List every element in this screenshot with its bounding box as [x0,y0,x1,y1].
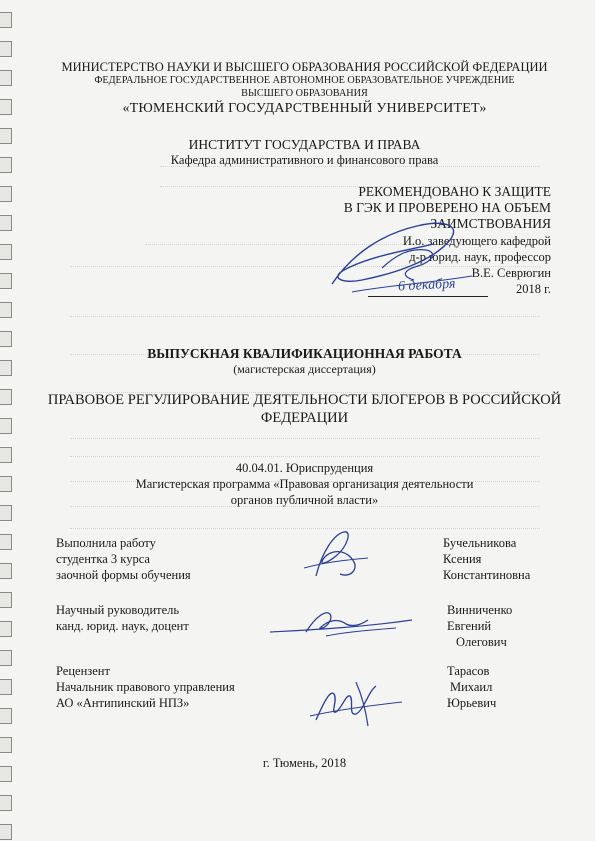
binding-tab [0,12,12,28]
program-line-2: органов публичной власти» [230,493,379,507]
binding-tab [0,99,12,115]
binding-tab [0,186,12,202]
approver-signature [322,214,482,298]
binding-tab [0,824,12,840]
work-type: ВЫПУСКНАЯ КВАЛИФИКАЦИОННАЯ РАБОТА [147,346,462,361]
binding-tab [0,157,12,173]
university-name: «ТЮМЕНСКИЙ ГОСУДАРСТВЕННЫЙ УНИВЕРСИТЕТ» [122,101,487,116]
handwritten-date: 6 декабря [397,276,456,295]
binding-tab [0,70,12,86]
binding-tab [0,737,12,753]
supervisor-patronymic: Олегович [456,635,507,649]
approval-line-3: ЗАИМСТВОВАНИЯ [430,216,551,231]
binding-tab [0,679,12,695]
binding-tab [0,128,12,144]
binding-tab [0,418,12,434]
approver-position: И.о. заведующего кафедрой [402,234,551,248]
binding-tab [0,592,12,608]
institution-type: ФЕДЕРАЛЬНОЕ ГОСУДАРСТВЕННОЕ АВТОНОМНОЕ ОБРАЗОВАТЕЛЬНОЕ УЧРЕЖДЕНИЕ [94,75,515,86]
approval-line-1: РЕКОМЕНДОВАНО К ЗАЩИТЕ [358,184,551,199]
binding-tab [0,621,12,637]
work-title-line-2: ФЕДЕРАЦИИ [260,410,349,426]
department-name: Кафедра административного и финансового права [170,153,439,167]
binding-tab [0,505,12,521]
binding-tab [0,41,12,57]
binding-tab [0,534,12,550]
reviewer-signature [306,672,406,732]
author-signature [296,522,376,586]
reviewer-position: Начальник правового управления [56,680,235,694]
reviewer-role: Рецензент [56,664,110,678]
binding-tab [0,273,12,289]
binding-tab [0,708,12,724]
supervisor-role: Научный руководитель [56,603,180,617]
binding-edge [0,0,14,841]
city-year: г. Тюмень, 2018 [262,756,347,770]
binding-tab [0,244,12,260]
supervisor-degree: канд. юрид. наук, доцент [56,619,189,633]
specialty-code: 40.04.01. Юриспруденция [235,461,374,475]
approver-degree: д-р юрид. наук, профессор [409,250,551,264]
institution-type-cont: ВЫСШЕГО ОБРАЗОВАНИЯ [241,88,368,99]
author-surname: Бучельникова [443,536,517,550]
binding-tab [0,389,12,405]
reviewer-first-name: Михаил [450,680,493,694]
binding-tab [0,563,12,579]
binding-tab [0,331,12,347]
program-line-1: Магистерская программа «Правовая организация деятельности [135,477,474,491]
reviewer-patronymic: Юрьевич [447,696,497,710]
approver-name: В.Е. Севрюгин [471,266,551,280]
supervisor-first-name: Евгений [447,619,492,633]
ministry-name: МИНИСТЕРСТВО НАУКИ И ВЫСШЕГО ОБРАЗОВАНИЯ РОССИЙСКОЙ ФЕДЕРАЦИИ [61,60,548,74]
binding-tab [0,650,12,666]
author-first-name: Ксения [443,552,482,566]
approval-line-2: В ГЭК И ПРОВЕРЕНО НА ОБЪЕМ [343,200,551,215]
supervisor-signature [266,602,416,642]
author-role: Выполнила работу [56,536,156,550]
work-title-line-1: ПРАВОВОЕ РЕГУЛИРОВАНИЕ ДЕЯТЕЛЬНОСТИ БЛОГЕРОВ В РОССИЙСКОЙ [47,392,562,408]
institute-name: ИНСТИТУТ ГОСУДАРСТВА И ПРАВА [188,137,421,152]
work-subtype: (магистерская диссертация) [233,362,376,376]
reviewer-organization: АО «Антипинский НПЗ» [56,696,190,710]
author-form: заочной формы обучения [56,568,191,582]
binding-tab [0,360,12,376]
author-patronymic: Константиновна [443,568,531,582]
supervisor-surname: Винниченко [447,603,513,617]
approval-year: 2018 г. [516,282,551,296]
binding-tab [0,215,12,231]
reviewer-surname: Тарасов [447,664,490,678]
binding-tab [0,795,12,811]
binding-tab [0,476,12,492]
binding-tab [0,302,12,318]
author-course: студентка 3 курса [56,552,150,566]
binding-tab [0,447,12,463]
binding-tab [0,766,12,782]
